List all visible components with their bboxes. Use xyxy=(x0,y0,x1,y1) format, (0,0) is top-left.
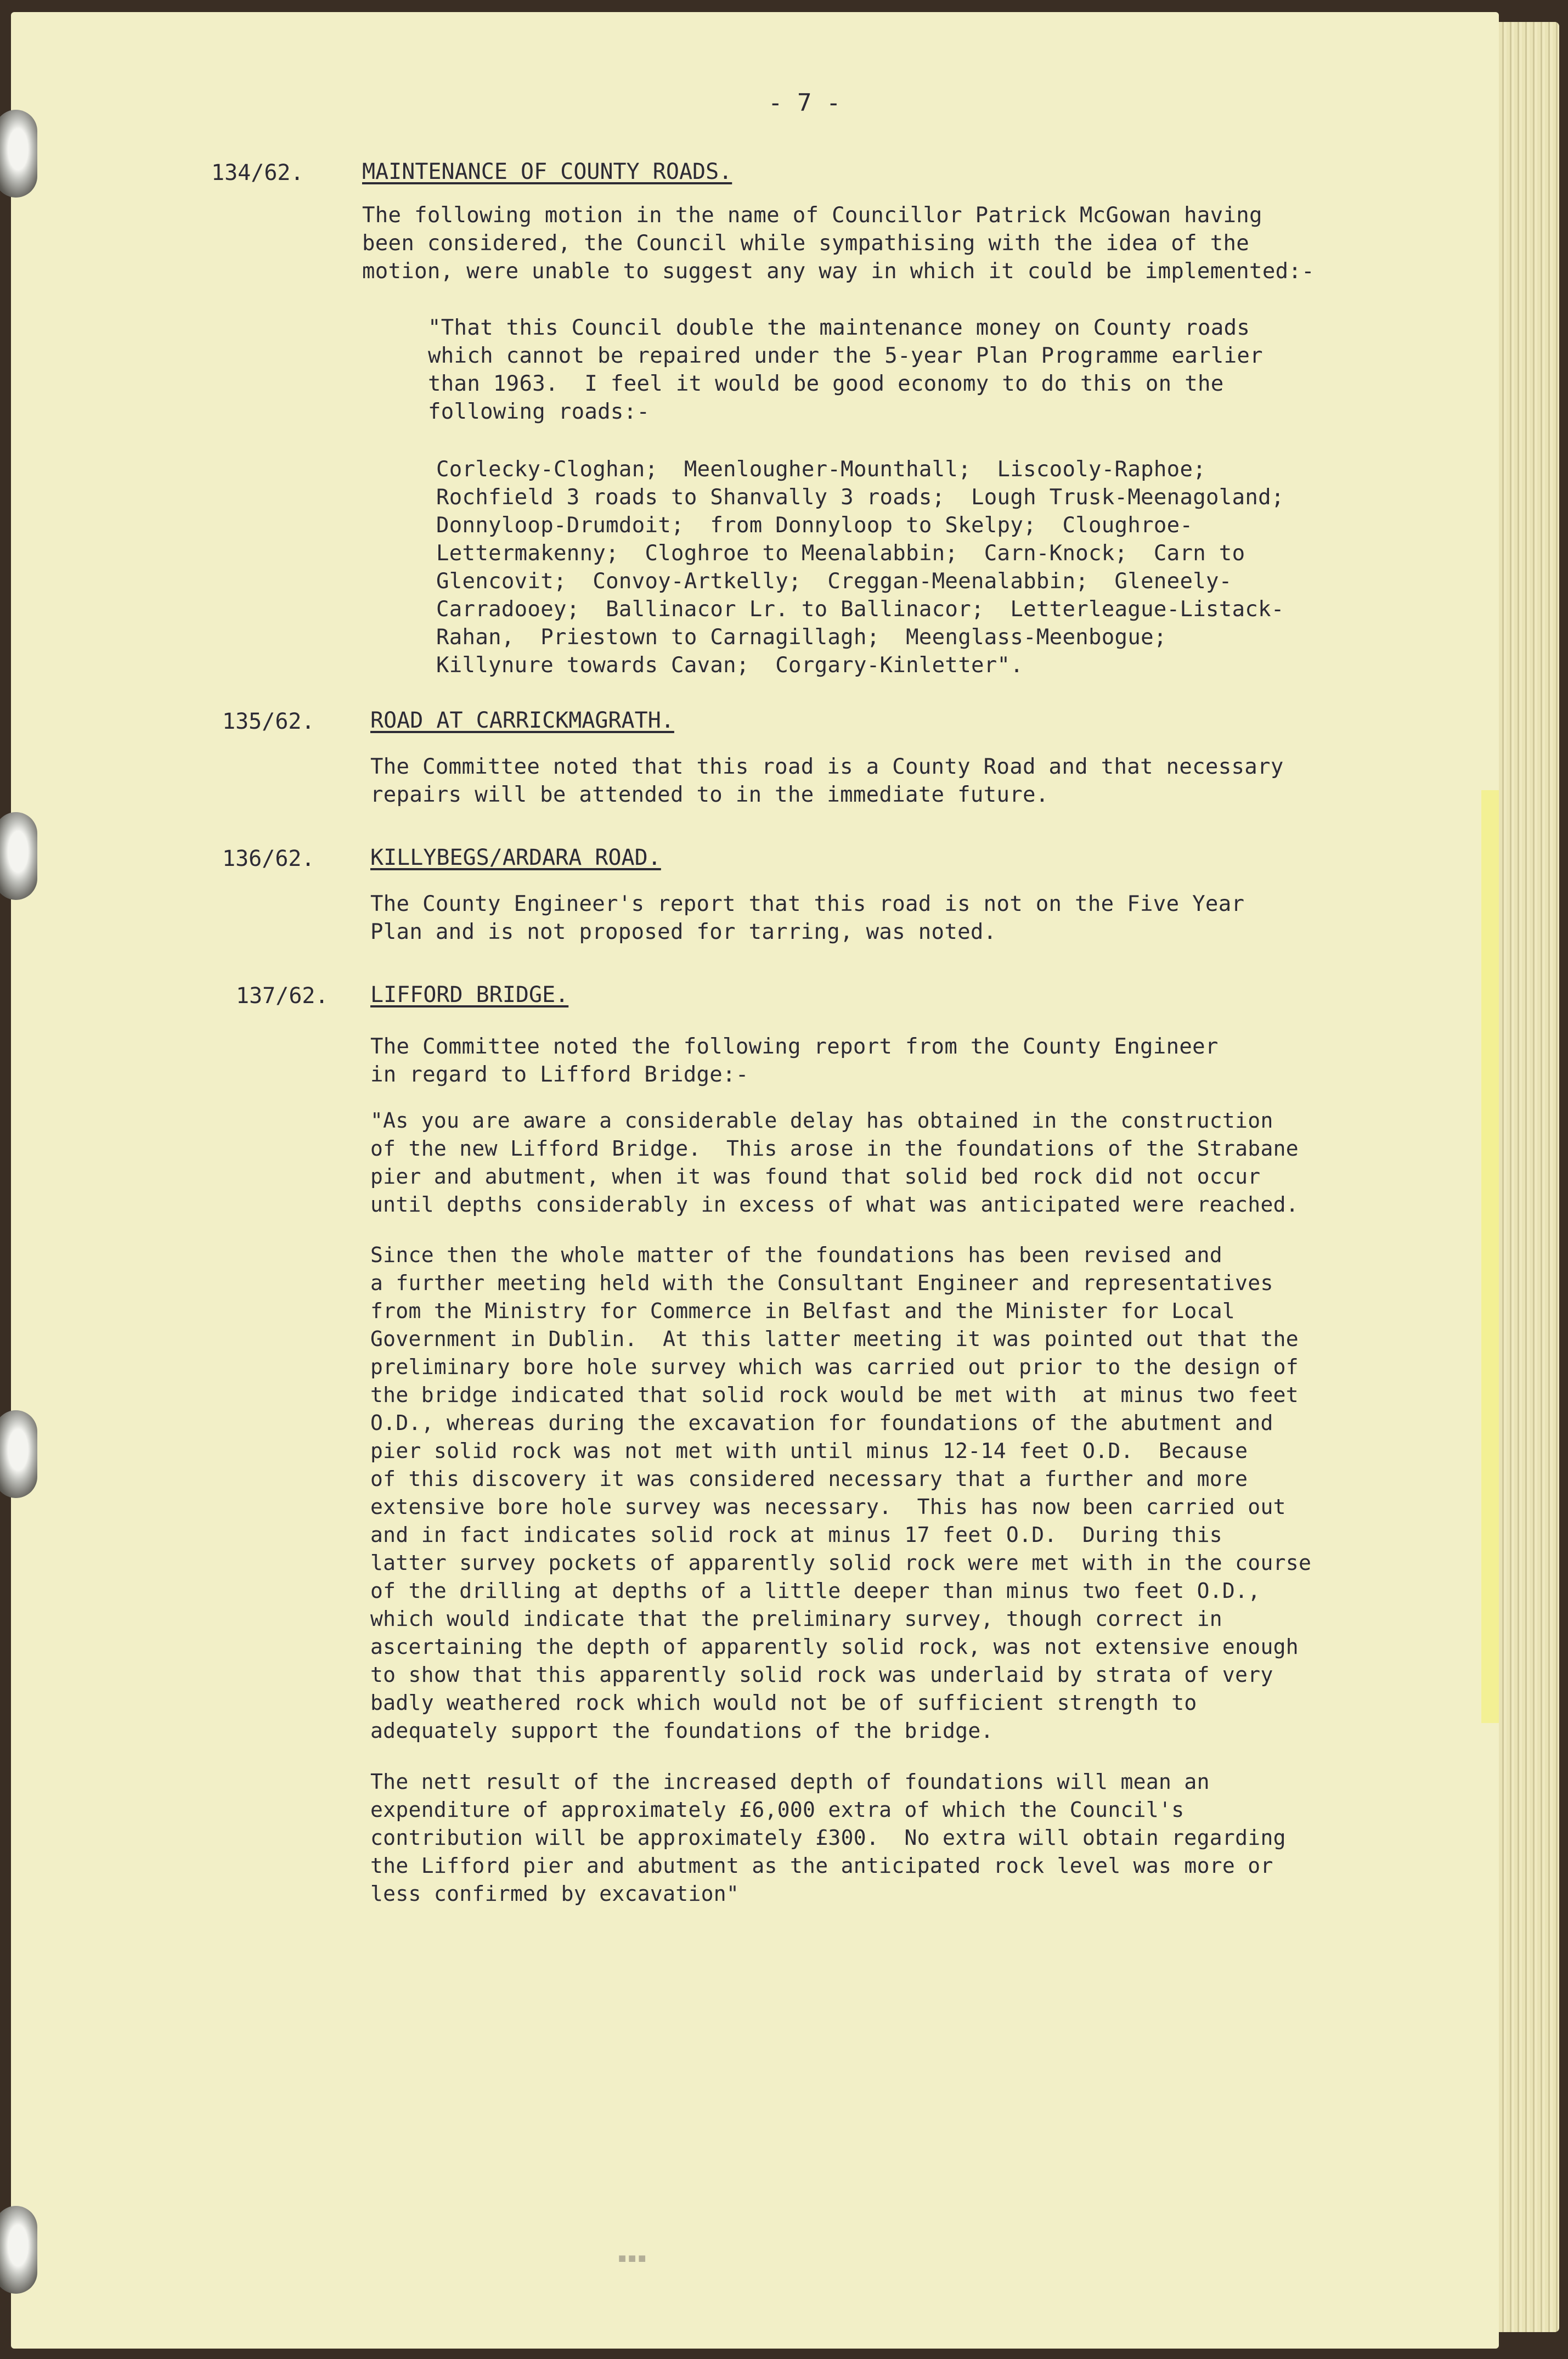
minute-number: 137/62. xyxy=(236,983,329,1009)
section-intro: The Committee noted the following report from the County Engineer in regard to Lifford Bridge:- xyxy=(370,1034,1219,1087)
report-paragraph-3: The nett result of the increased depth of foundations will mean an expenditure of approximately £6,000 extra of which the Council's contribution will be approximately £300. No extra will obtain regarding the Lifford pier and abutment as the anticipated rock level was more or less confirmed by excavation" xyxy=(370,1770,1286,1906)
road-list: Corlecky-Cloghan; Meenlougher-Mounthall; Liscooly-Raphoe; Rochfield 3 roads to Shanvally 3 roads; Lough Trusk-Meenagoland; Donnyloop-Drumdoit; from Donnyloop to Skelpy; Cloughroe- Lettermakenny; Cloghroe to Meenalabbin; Carn-Knock; Carn to Glencovit; Convoy-Artkelly; Creggan-Meenalabbin; Gleneely- Carradooey; Ballinacor Lr. to Ballinacor; Letterleague-Listack- Rahan, Priestown to Carnagillagh; Meenglass-Meenbogue; Killynure towards Cavan; Corgary-Kinletter". xyxy=(436,457,1284,678)
section-intro: The following motion in the name of Councillor Patrick McGowan having been considered, the Council while sympathising with the idea of the motion, were unable to suggest any way in which it could be implemented:- xyxy=(362,203,1315,284)
faint-stamp-mark: ▪▪▪ xyxy=(617,2248,647,2267)
yellow-divider-strip xyxy=(1481,790,1500,1723)
section-body: The Committee noted that this road is a County Road and that necessary repairs will be attended to in the immediate future. xyxy=(370,755,1284,807)
binder-ring-icon xyxy=(0,110,37,198)
page-stack-edge xyxy=(1499,22,1559,2332)
document-page xyxy=(11,12,1499,2349)
minute-number: 135/62. xyxy=(222,709,315,734)
section-heading: MAINTENANCE OF COUNTY ROADS. xyxy=(362,159,732,184)
motion-quote: "That this Council double the maintenance money on County roads which cannot be repaired under the 5-year Plan Programme earlier than 1963. I feel it would be good economy to do this on the following roads:- xyxy=(428,316,1263,424)
binder-ring-icon xyxy=(0,1410,37,1498)
page-number: - 7 - xyxy=(768,89,841,117)
report-paragraph-1: "As you are aware a considerable delay has obtained in the construction of the new Lifford Bridge. This arose in the foundations of the Strabane pier and abutment, when it was found that solid bed rock did not occur until depths considerably in excess of what was anticipated were reached. xyxy=(370,1108,1299,1217)
binder-ring-icon xyxy=(0,812,37,900)
minute-number: 136/62. xyxy=(222,846,315,871)
section-body: The County Engineer's report that this road is not on the Five Year Plan and is not proposed for tarring, was noted. xyxy=(370,892,1245,944)
report-paragraph-2: Since then the whole matter of the foundations has been revised and a further meeting held with the Consultant Engineer and representatives from the Ministry for Commerce in Belfast and the Minister for Local Government in Dublin. At this latter meeting it was pointed out that the preliminary bore hole survey which was carried out prior to the design of the bridge indicated that solid rock would be met with at minus two feet O.D., whereas during the excavation for foundations of the abutment and pier solid rock was not met with until minus 12-14 feet O.D. Because of this discovery it was considered necessary that a further and more extensive bore hole survey was necessary. This has now been carried out and in fact indicates solid rock at minus 17 feet O.D. During this latter survey pockets of apparently solid rock were met with in the course of the drilling at depths of a little deeper than minus two feet O.D., which would indicate that the preliminary survey, though correct in ascertaining the depth of apparently solid rock, was not extensive enough to show that this apparently solid rock was underlaid by strata of very badly weathered rock which would not be of sufficient strength to adequately support the foundations of the bridge. xyxy=(370,1243,1312,1743)
minute-number: 134/62. xyxy=(211,160,304,185)
binder-ring-icon xyxy=(0,2206,37,2294)
section-heading: LIFFORD BRIDGE. xyxy=(370,982,569,1007)
section-heading: KILLYBEGS/ARDARA ROAD. xyxy=(370,845,661,870)
section-heading: ROAD AT CARRICKMAGRATH. xyxy=(370,708,674,733)
